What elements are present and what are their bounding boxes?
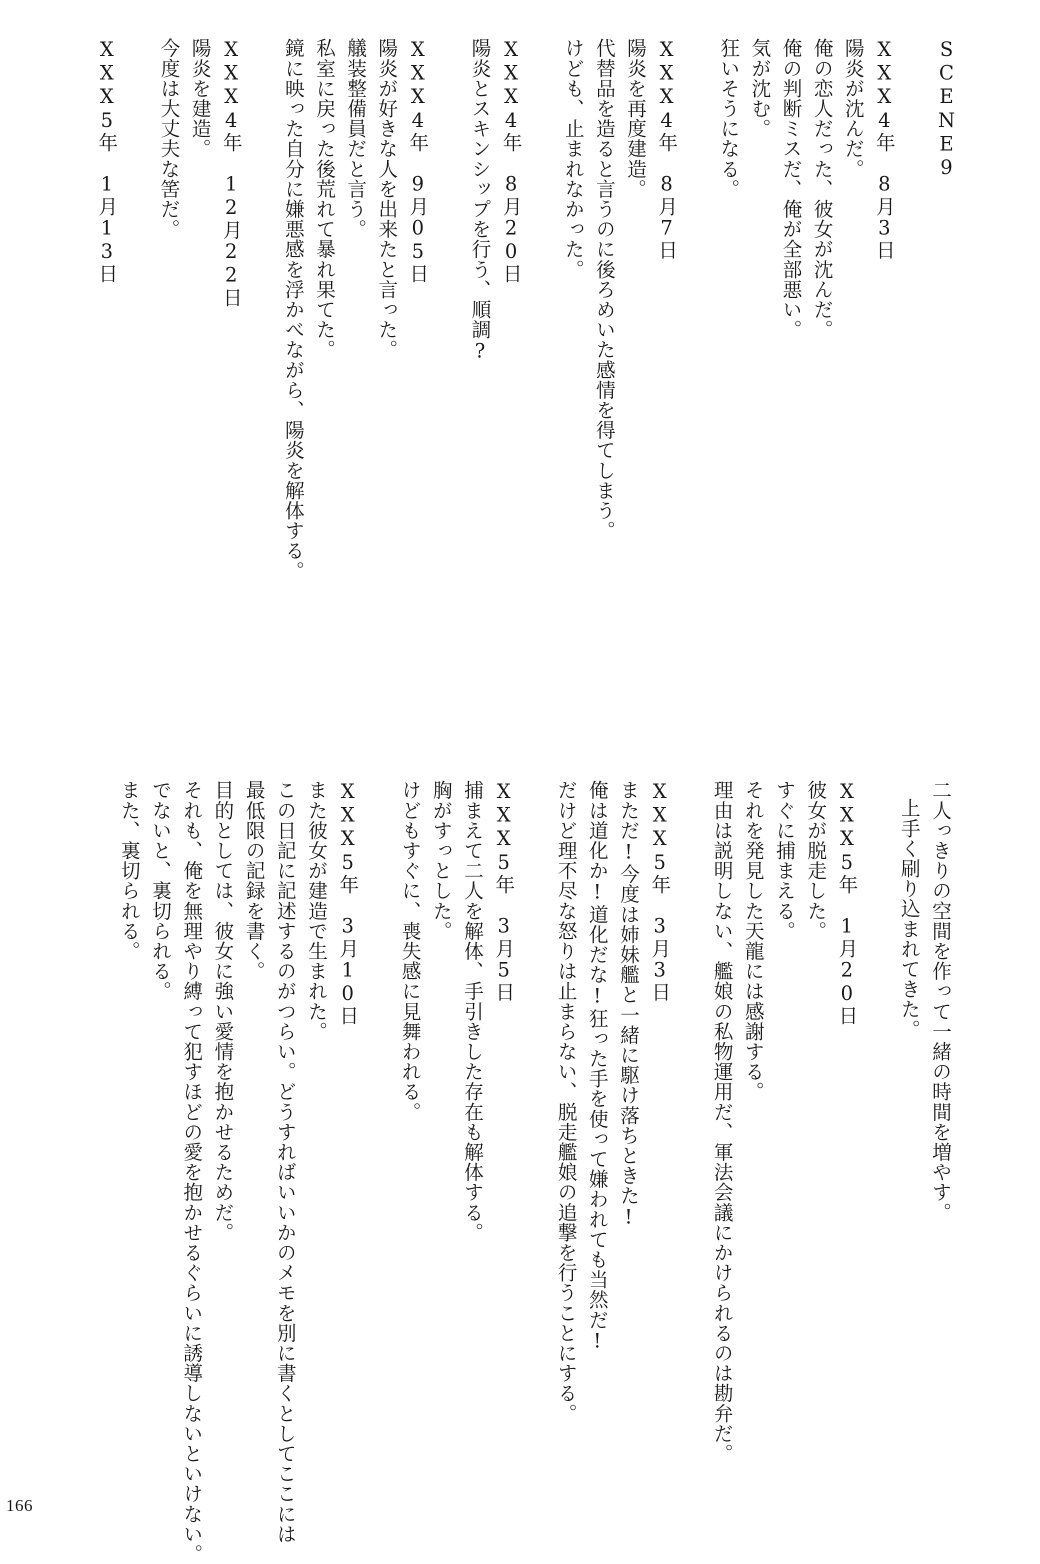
text-column: SCENE9: [935, 38, 958, 180]
text-column: XXX5年 3月5日: [492, 780, 516, 1002]
text-column: 上手く刷り込まれてきた。: [897, 798, 921, 1040]
text-column: 陽炎を再度建造。: [624, 38, 647, 199]
text-column: それも、俺を無理やり縛って犯すほどの愛を抱かせるぐらいに誘導しないといけない。: [180, 780, 204, 1564]
text-column: でないと、裏切られる。: [149, 780, 172, 1002]
text-column: XXX5年 1月20日: [835, 780, 859, 1026]
text-column: 目的としては、彼女に強い愛情を抱かせるためだ。: [211, 780, 235, 1243]
text-column: 鏡に映った自分に嫌悪感を浮かべながら、陽炎を解体する。: [281, 38, 305, 581]
text-column: XXX4年 8月3日: [872, 38, 896, 260]
text-column: 陽炎が沈んだ。: [841, 38, 865, 179]
text-column: 陽炎とスキンシップを行う、順調?: [468, 38, 492, 364]
text-column: 俺の判断ミスだ、俺が全部悪い。: [779, 38, 803, 340]
text-column: XXX5年 1月13日: [95, 38, 119, 284]
text-column: まただ!今度は姉妹艦と一緒に駆け落ちときた!: [617, 780, 640, 1230]
text-column: それを発見した天龍には感謝する。: [741, 780, 765, 1102]
text-column: けども、止まれなかった。: [561, 38, 585, 280]
text-column: 狂いそうになる。: [717, 38, 741, 199]
text-column: 今度は大丈夫な筈だ。: [157, 38, 181, 239]
text-column: だけど理不尽な怒りは止まらない、脱走艦娘の追撃を行うことにする。: [554, 780, 578, 1424]
text-column: 代替品を造ると言うのに後ろめいた感情を得てしまう。: [592, 38, 616, 541]
text-column: 陽炎が好きな人を出来たと言った。: [375, 38, 399, 360]
text-column: 最低限の記録を書く。: [242, 780, 266, 981]
text-column: すぐに捕まえる。: [773, 780, 796, 941]
text-column: 陽炎を建造。: [188, 38, 212, 159]
page-number: 166: [6, 1496, 33, 1515]
text-column: XXX4年 8月7日: [655, 38, 679, 260]
text-column: 胸がすっとした。: [429, 780, 453, 941]
text-column: 理由は説明しない、艦娘の私物運用だ、軍法会議にかけられるのは勘弁だ。: [710, 780, 734, 1464]
text-column: 気が沈む。: [748, 38, 772, 139]
text-column: また、裏切られる。: [117, 780, 141, 961]
text-column: 捕まえて二人を解体、手引きした存在も解体する。: [461, 780, 484, 1243]
text-column: 俺の恋人だった、彼女が沈んだ。: [810, 38, 834, 340]
upper-text-block: [0, 38, 1040, 678]
text-column: XXX4年 12月22日: [219, 38, 243, 308]
text-column: XXX4年 9月05日: [406, 38, 430, 284]
text-column: 私室に戻った後荒れて暴れ果てた。: [313, 38, 336, 360]
text-column: 二人っきりの空間を作って一緒の時間を増やす。: [929, 780, 952, 1223]
text-column: XXX4年 8月20日: [499, 38, 523, 284]
text-column: 彼女が脱走した。: [804, 780, 828, 941]
text-column: けどもすぐに、喪失感に見舞われる。: [398, 780, 422, 1122]
text-column: 俺は道化か!道化だな!狂った手を使って嫌われても当然だ!: [585, 780, 609, 1354]
text-column: また彼女が建造で生まれた。: [305, 780, 328, 1042]
text-column: この日記に記述するのがつらい。どうすればいいかのメモを別に書くとしてここには: [273, 780, 297, 1544]
text-column: XXX5年 3月3日: [648, 780, 672, 1002]
text-column: XXX5年 3月10日: [336, 780, 360, 1026]
text-column: 艤装整備員だと言う。: [344, 38, 368, 239]
